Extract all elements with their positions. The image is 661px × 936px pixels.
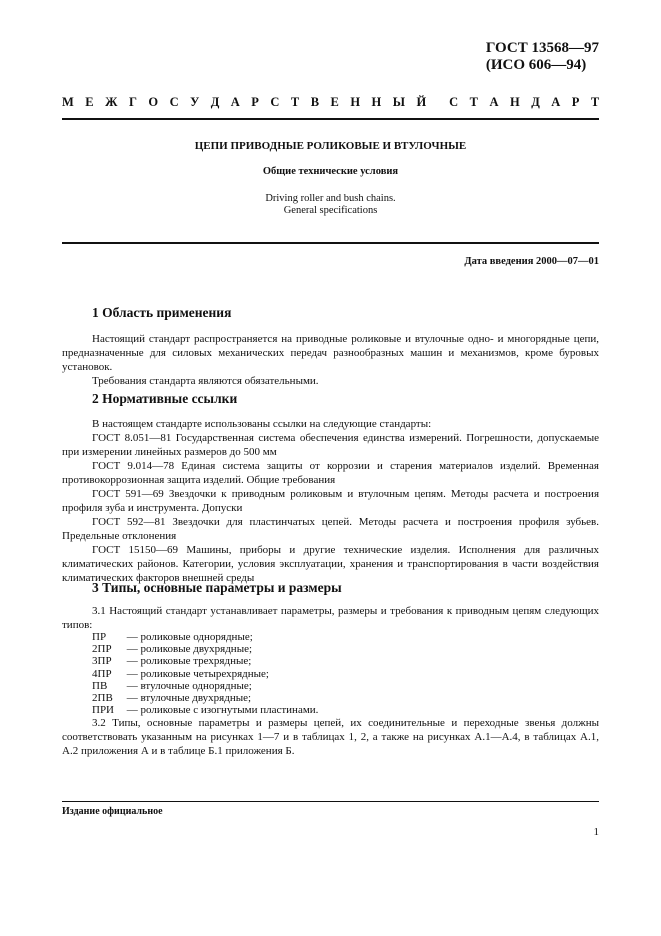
list-item [92,704,512,716]
section-3-intro [62,604,599,632]
band-letter: Т [469,95,479,109]
list-item [92,655,512,667]
band-letter: Ы [392,95,406,109]
interstate-standard-band [62,95,599,110]
paragraph: Настоящий стандарт распространяется на приводные роликовые и втулочные одно- и многорядные цепи, предназначенные для силовых механических передач разнообразных машин и механизмов, кроме буровых установок. [62,333,599,373]
reference-item: ГОСТ 592—81 Звездочки для пластинчатых цепей. Методы расчета и построения профиля зубьев. Предельные отклонения [62,516,599,542]
type-desc: — роликовые с изогнутыми пластинами. [126,704,319,717]
band-letter: Е [85,95,94,109]
band-letter: М [62,95,74,109]
reference-item: ГОСТ 9.014—78 Единая система защиты от коррозии и старения материалов изделий. Временная противокоррозионная защита изделий. Общие требования [62,460,599,486]
band-letter: А [551,95,561,109]
band-letter: Ж [105,95,118,109]
band-letter: Й [416,95,427,109]
band-letter: Д [210,95,220,109]
english-title-line: Driving roller and bush chains. [265,193,396,204]
type-desc: — роликовые однорядные; [126,631,253,643]
type-desc: — роликовые трехрядные; [126,655,252,668]
band-letter: Н [350,95,361,109]
band-letter: Н [509,95,520,109]
band-letter: С [169,95,179,109]
document-title: ЦЕПИ ПРИВОДНЫЕ РОЛИКОВЫЕ И ВТУЛОЧНЫЕ [194,140,467,152]
official-edition: Издание официальное [62,806,163,817]
standard-code-iso: (ИСО 606—94) [485,57,587,73]
band-letter: Д [531,95,540,109]
band-letter: Р [251,95,259,109]
document-subtitle: Общие технические условия [262,166,399,177]
reference-item: ГОСТ 15150—69 Машины, приборы и другие технические изделия. Исполнения для различных климатических районов. Категории, условия эксплуатации, хранения и транспортирования в части воздействия климатических факторов внешней среды [62,544,599,584]
standard-code [486,40,599,74]
section-2-body [62,417,599,585]
type-abbr: 4ПР [92,667,112,680]
english-title [62,193,599,217]
page-number: 1 [593,826,599,838]
paragraph: Требования стандарта являются обязательными. [92,375,319,387]
type-abbr: 2ПВ [92,692,113,705]
type-desc: — втулочные двухрядные; [126,692,252,705]
band-letter: А [489,95,499,109]
type-abbr: 2ПР [92,643,112,656]
paragraph: В настоящем стандарте использованы ссылки на следующие стандарты: [92,418,432,430]
list-item [92,631,512,643]
band-letter: А [230,95,240,109]
standard-code-gost: ГОСТ 13568—97 [485,40,599,56]
section-1-body [62,332,599,388]
list-item [92,692,512,704]
type-desc: — втулочные однорядные; [126,679,252,692]
effective-date: Дата введения 2000—07—01 [464,256,599,267]
section-1-heading: 1 Область применения [92,305,232,320]
section-3-2 [62,716,599,758]
footer-rule [62,801,599,802]
list-item [92,680,512,692]
english-title-line: General specifications [283,205,378,216]
type-desc: — роликовые двухрядные; [126,643,253,656]
band-letter: Т [590,95,600,109]
section-3-heading: 3 Типы, основные параметры и размеры [92,580,342,595]
band-letter: Т [290,95,300,109]
reference-item: ГОСТ 591—69 Звездочки к приводным роликовым и втулочным цепям. Методы расчета и построения профиля зуба и инструмента. Допуски [62,488,599,514]
type-abbr: ПВ [92,679,108,692]
band-letter: У [190,95,200,109]
title-rule [62,242,599,244]
reference-item: ГОСТ 8.051—81 Государственная система обеспечения единства измерений. Погрешности, допускаемые при измерении линейных размеров до 500 мм [62,432,599,458]
list-item [92,668,512,680]
list-item [92,643,512,655]
section-2-heading: 2 Нормативные ссылки [92,391,238,406]
band-letter: В [310,95,320,109]
band-letter: С [270,95,280,109]
band-letter: Р [571,95,580,109]
band-letter: Е [330,95,339,109]
band-letter: Г [128,95,137,109]
band-letter: О [148,95,159,109]
type-abbr: ПР [92,631,107,643]
type-desc: — роликовые четырехрядные; [126,667,269,680]
band-letter: С [449,95,459,109]
paragraph: 3.2 Типы, основные параметры и размеры цепей, их соединительные и переходные звенья должны соответствовать указанным на рисунках 1—7 и в таблицах 1, 2, а также на рисунках А.1—А.4, в таблицах А.1, А.2 приложения А и в таблице Б.1 приложения Б. [62,717,599,757]
type-abbr: 3ПР [92,655,112,668]
top-rule [62,118,599,120]
chain-types-list [92,631,512,716]
band-letter: Н [371,95,382,109]
type-abbr: ПРИ [92,704,115,717]
paragraph: 3.1 Настоящий стандарт устанавливает параметры, размеры и требования к приводным цепям следующих типов: [62,605,599,631]
